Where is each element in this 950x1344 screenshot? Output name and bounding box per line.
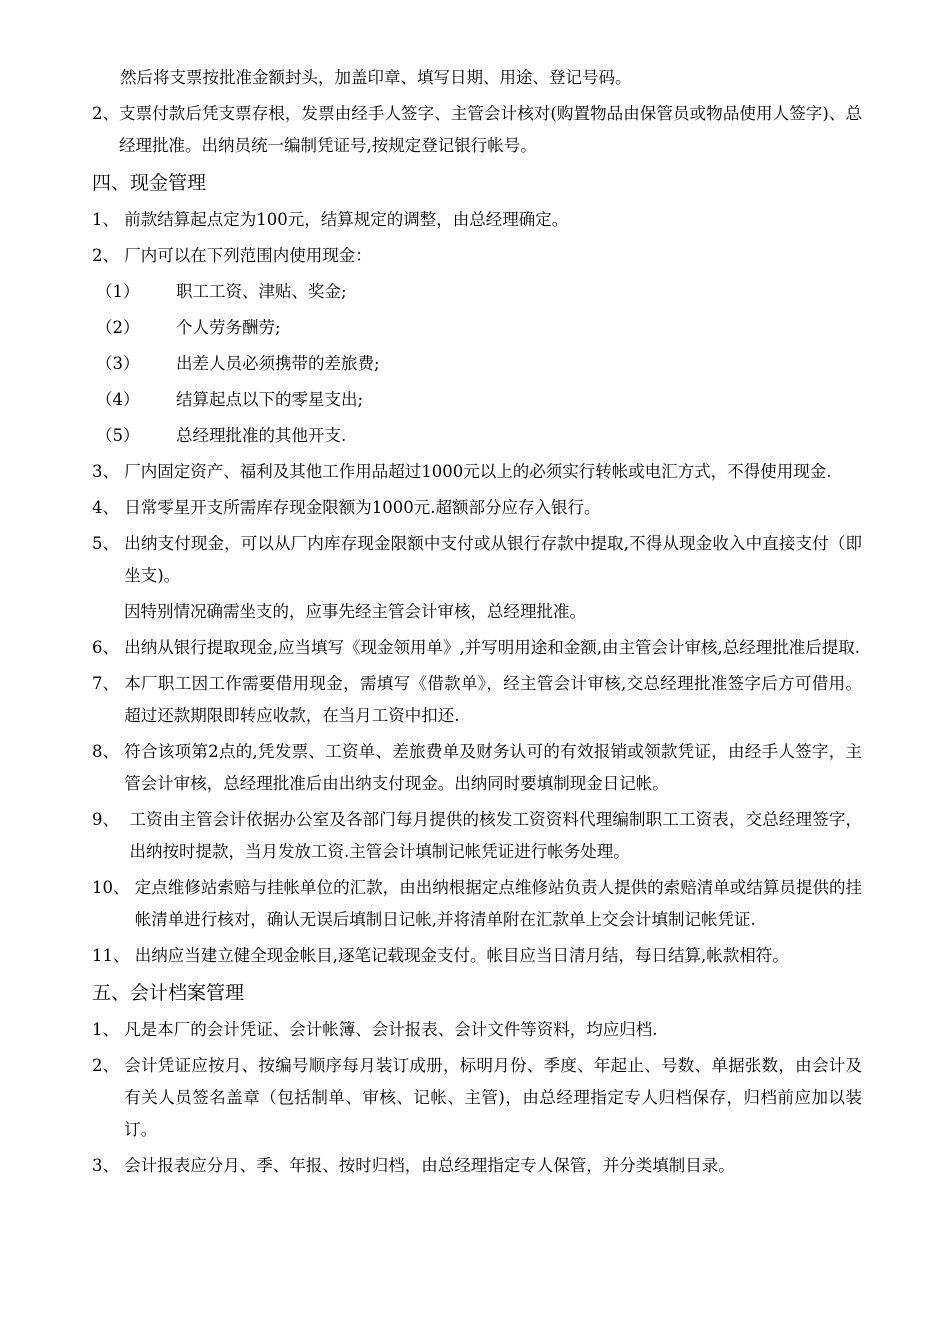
list-item [92, 240, 862, 272]
item-text: 前款结算起点定为100元，结算规定的调整，由总经理确定。 [124, 210, 569, 229]
list-item [92, 872, 862, 936]
list-item [92, 1150, 862, 1182]
list-item [92, 528, 862, 592]
list-item [92, 736, 862, 800]
list-item [92, 1014, 862, 1046]
item-text: 出纳从银行提取现金,应当填写《现金领用单》,并写明用途和金额,由主管会计审核,总经理批准后提取. [124, 638, 860, 657]
list-item [92, 1050, 862, 1146]
list-item [92, 668, 862, 732]
item-text: 会计凭证应按月、按编号顺序每月装订成册，标明月份、季度、年起止、号数、单据张数，由会计及有关人员签名盖章（包括制单、审核、记帐、主管)，由总经理指定专人归档保存，归档前应加以装订。 [124, 1056, 862, 1139]
sub-item-text: 结算起点以下的零星支出; [176, 390, 364, 409]
sub-item-number: （1） [96, 282, 140, 301]
item-text: 会计报表应分月、季、年报、按时归档，由总经理指定专人保管，并分类填制目录。 [124, 1156, 735, 1175]
sub-item-number: （3） [96, 354, 140, 373]
item-text: 本厂职工因工作需要借用现金，需填写《借款单》，经主管会计审核,交总经理批准签字后方可借用。超过还款期限即转应收款，在当月工资中扣还. [124, 674, 862, 725]
item-text: 定点维修站索赔与挂帐单位的汇款，由出纳根据定点维修站负责人提供的索赔清单或结算员提供的挂帐清单进行核对，确认无误后填制日记帐,并将清单附在汇款单上交会计填制记帐凭证. [134, 878, 862, 929]
list-item [92, 98, 862, 162]
sub-item-text: 出差人员必须携带的差旅费; [176, 354, 380, 373]
item-text: 符合该项第2点的,凭发票、工资单、差旅费单及财务认可的有效报销或领款凭证，由经手人签字，主管会计审核，总经理批准后由出纳支付现金。出纳同时要填制现金日记帐。 [124, 742, 862, 793]
item-number: 8、 [92, 742, 125, 761]
item-text: 日常零星开支所需库存现金限额为1000元.超额部分应存入银行。 [124, 498, 601, 517]
list-item [92, 940, 862, 972]
sub-item-text: 个人劳务酬劳; [176, 318, 281, 337]
sub-item [92, 384, 862, 416]
sub-item-text: 总经理批准的其他开支. [176, 426, 347, 445]
section-heading-archives: 五、会计档案管理 [92, 982, 245, 1004]
item-number: 2、 [92, 104, 119, 123]
item-number: 1、 [92, 1020, 125, 1039]
item-number: 5、 [92, 534, 125, 553]
sub-item-number: （4） [96, 390, 140, 409]
item-text: 出纳应当建立健全现金帐目,逐笔记载现金支付。帐目应当日清月结，每日结算,帐款相符。 [134, 946, 789, 965]
list-item [92, 804, 862, 868]
item-text: 厂内固定资产、福利及其他工作用品超过1000元以上的必须实行转帐或电汇方式，不得使用现金. [124, 462, 832, 481]
item-number: 3、 [92, 462, 125, 481]
sub-item-number: （5） [96, 426, 140, 445]
list-item [92, 632, 862, 664]
sub-item [92, 420, 862, 452]
item-number: 6、 [92, 638, 125, 657]
item-number: 1、 [92, 210, 125, 229]
item-number: 2、 [92, 1056, 125, 1075]
item-number: 3、 [92, 1156, 125, 1175]
item-text: 厂内可以在下列范围内使用现金： [124, 246, 372, 265]
item-number: 4、 [92, 498, 125, 517]
section-heading-cash: 四、现金管理 [92, 172, 207, 194]
item-text: 支票付款后凭支票存根，发票由经手人签字、主管会计核对(购置物品由保管员或物品使用人签字)、总经理批准。出纳员统一编制凭证号,按规定登记银行帐号。 [119, 104, 862, 155]
item-number: 9、 [92, 810, 130, 829]
list-item [92, 456, 862, 488]
document-page [92, 62, 862, 1186]
list-item [92, 204, 862, 236]
continued-paragraph: 然后将支票按批准金额封头，加盖印章、填写日期、用途、登记号码。 [120, 68, 632, 87]
sub-item-number: （2） [96, 318, 140, 337]
item-number: 10、 [92, 878, 135, 897]
item-number: 2、 [92, 246, 125, 265]
item-number: 11、 [92, 946, 135, 965]
sub-item [92, 348, 862, 380]
sub-item [92, 276, 862, 308]
list-item [92, 492, 862, 524]
sub-item [92, 312, 862, 344]
item-number: 7、 [92, 674, 125, 693]
item-text: 工资由主管会计依据办公室及各部门每月提供的核发工资资料代理编制职工工资表，交总经理签字，出纳按时提款，当月发放工资.主管会计填制记帐凭证进行帐务处理。 [129, 810, 862, 861]
sub-item-text: 职工工资、津贴、奖金; [176, 282, 347, 301]
item-text: 凡是本厂的会计凭证、会计帐簿、会计报表、会计文件等资料，均应归档. [124, 1020, 658, 1039]
item-text: 出纳支付现金，可以从厂内库存现金限额中支付或从银行存款中提取,不得从现金收入中直接支付（即坐支)。 [124, 534, 862, 585]
note-paragraph: 因特别情况确需坐支的，应事先经主管会计审核，总经理批准。 [124, 602, 586, 621]
